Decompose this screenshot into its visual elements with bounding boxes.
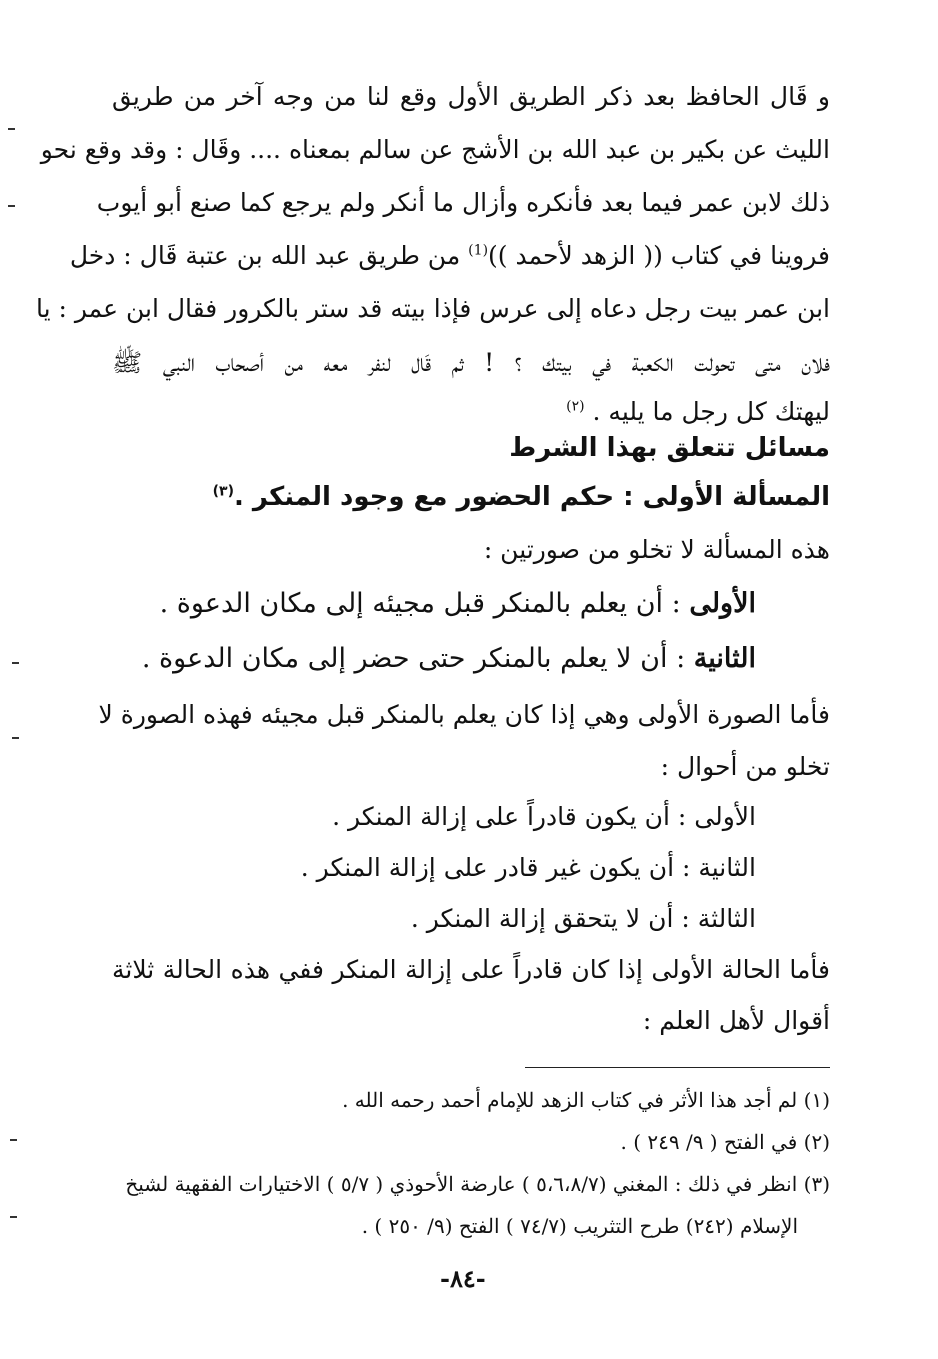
body-line-6: فلان متى تحولت الكعبة في بيتك ؟ ! ثم قَال لنفر معه من أصحاب النبي ﷺ <box>112 348 830 377</box>
case-first-label: الأولى <box>689 588 756 619</box>
state-1: الأولى : أن يكون قادراً على إزالة المنكر . <box>332 802 756 831</box>
paragraph-3-line-1: فأما الحالة الأولى إذا كان قادراً على إزالة المنكر ففي هذه الحالة ثلاثة <box>112 955 830 984</box>
state-2: الثانية : أن يكون غير قادر على إزالة المنكر . <box>300 853 756 882</box>
footnote-ref-3: (٣) <box>212 483 234 500</box>
paragraph-2-line-2: تخلو من أحوال : <box>660 752 830 781</box>
body-line-7-text: ليهتك كل رجل ما يليه . <box>584 397 830 426</box>
body-line-3: ذلك لابن عمر فيما بعد فأنكره وأزال ما أنكر ولم يرجع كما صنع أبو أيوب <box>96 188 830 217</box>
body-line-1: و قَال الحافظ بعد ذكر الطريق الأول وقع لنا من وجه آخر من طريق <box>112 82 830 111</box>
intro-line: هذه المسألة لا تخلو من صورتين : <box>483 535 830 564</box>
footnote-1: (١) لم أجد هذا الأثر في كتاب الزهد للإمام أحمد رحمه الله . <box>342 1088 830 1112</box>
footnote-3-line-2: الإسلام (٢٤٢) طرح التثريب (٧٤/٧ ) الفتح (٩/ ٢٥٠ ) . <box>361 1214 798 1238</box>
footnote-3-line-1: (٣) انظر في ذلك : المغني (٥،٦،٨/٧ ) عارضة الأحوذي ( ٥/٧ ) الاختيارات الفقهية لشيخ <box>125 1172 830 1196</box>
case-first-text: : أن يعلم بالمنكر قبل مجيئه إلى مكان الدعوة . <box>159 588 690 619</box>
paragraph-3-line-2: أقوال لأهل العلم : <box>642 1006 830 1035</box>
scan-mark <box>8 128 15 130</box>
footnote-2: (٢) في الفتح ( ٩/ ٢٤٩ ) . <box>620 1130 830 1154</box>
body-line-7 <box>566 397 830 426</box>
issue-one-title <box>213 482 830 512</box>
paragraph-2-line-1: فأما الصورة الأولى وهي إذا كان يعلم بالمنكر قبل مجيئه فهذه الصورة لا <box>98 700 830 729</box>
section-title: مسائل تتعلق بهذا الشرط <box>509 433 830 463</box>
body-line-2: الليث عن بكير بن عبد الله بن الأشج عن سالم بمعناه .... وقَال : وقد وقع نحو <box>40 135 830 164</box>
page-number: -٨٤- <box>440 1264 486 1293</box>
body-line-4-part-a: فروينا في كتاب (( الزهد لأحمد )) <box>488 241 830 270</box>
footnote-ref-2: (٢) <box>566 398 585 415</box>
state-3: الثالثة : أن لا يتحقق إزالة المنكر . <box>410 904 756 933</box>
body-line-5: ابن عمر بيت رجل دعاه إلى عرس فإذا بيته قد ستر بالكرور فقال ابن عمر : يا <box>35 294 830 323</box>
body-line-4-part-b: من طريق عبد الله بن عتبة قَال : دخل <box>69 241 469 270</box>
issue-one-title-text: المسألة الأولى : حكم الحضور مع وجود المنكر . <box>233 482 830 512</box>
scan-mark <box>8 205 15 207</box>
footnote-ref-1: (1) <box>468 242 489 259</box>
scan-mark <box>12 662 19 664</box>
case-second-label: الثانية <box>693 643 756 674</box>
scan-mark <box>12 737 19 739</box>
case-first <box>160 588 756 619</box>
scan-mark <box>10 1216 17 1218</box>
footnote-divider <box>525 1067 830 1068</box>
case-second <box>142 643 756 674</box>
case-second-text: : أن لا يعلم بالمنكر حتى حضر إلى مكان الدعوة . <box>141 643 694 674</box>
scan-mark <box>10 1139 17 1141</box>
body-line-4 <box>69 241 830 270</box>
